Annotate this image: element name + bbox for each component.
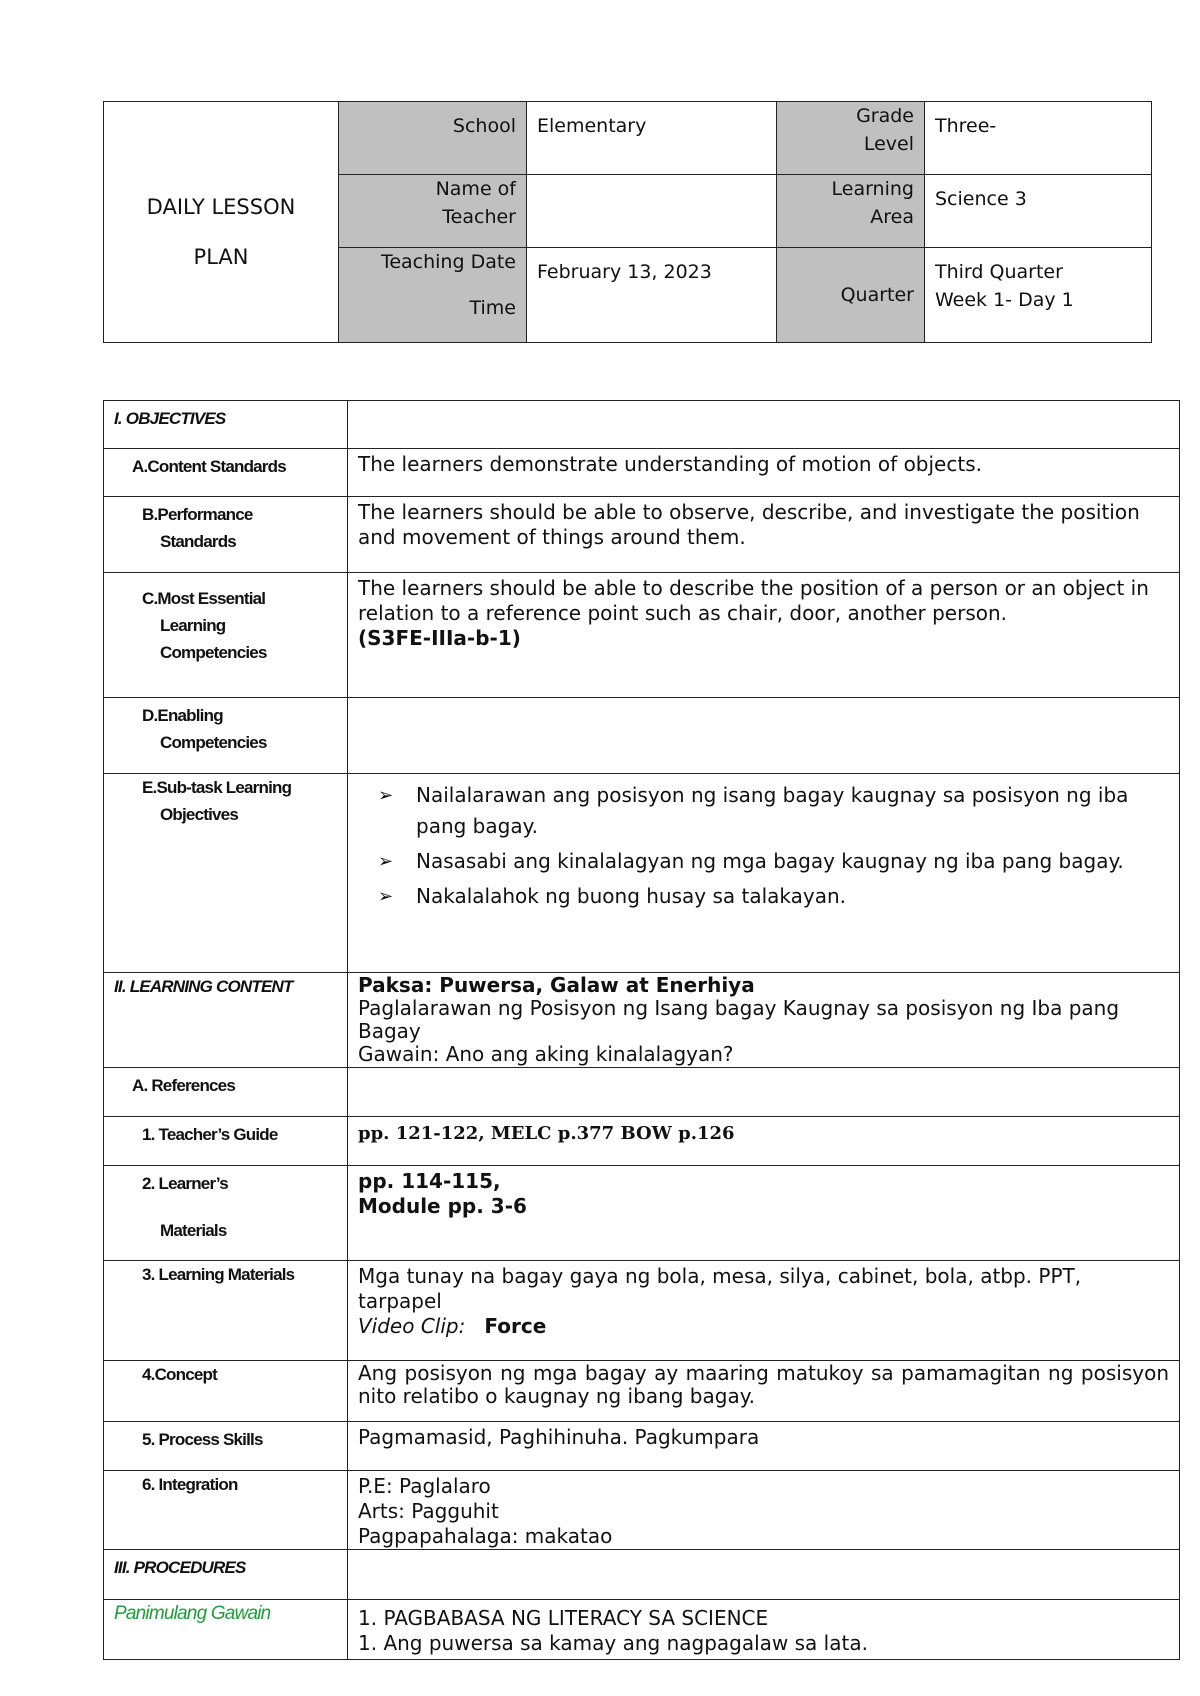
panimulang-line1: 1. PAGBABASA NG LITERACY SA SCIENCE	[358, 1606, 769, 1630]
enabling-label-line1: D.Enabling	[142, 706, 223, 725]
enabling-value	[348, 698, 1180, 774]
grade-level-value: Three-	[925, 102, 1152, 175]
learning-materials-label: 3. Learning Materials	[104, 1261, 348, 1361]
arrow-bullet-icon: ➢	[378, 886, 394, 907]
table-row	[104, 1600, 1180, 1660]
table-row	[104, 497, 1180, 573]
learning-content-line3: Gawain: Ano ang aking kinalalagyan?	[358, 1042, 734, 1066]
area-label-line2: Area	[870, 206, 914, 228]
quarter-value-line2: Week 1- Day 1	[935, 289, 1074, 311]
list-item	[378, 881, 1169, 912]
melc-label-line3: Competencies	[160, 643, 267, 662]
panimulang-label: Panimulang Gawain	[104, 1600, 348, 1660]
melc-value	[348, 573, 1180, 698]
teachers-guide-label: 1. Teacher’s Guide	[104, 1117, 348, 1166]
performance-standards-value: The learners should be able to observe, describe, and investigate the position and movement of things around them.	[348, 497, 1180, 573]
procedures-value	[348, 1550, 1180, 1600]
integration-line1: P.E: Paglalaro	[358, 1474, 491, 1498]
arrow-bullet-icon: ➢	[378, 785, 394, 806]
topic-text: Paksa: Puwersa, Galaw at Enerhiya	[358, 973, 755, 997]
table-row	[104, 1361, 1180, 1422]
list-item	[378, 780, 1169, 842]
subtask-list	[358, 774, 1169, 912]
learning-area-label	[777, 175, 925, 248]
concept-value: Ang posisyon ng mga bagay ay maaring matukoy sa pamamagitan ng posisyon nito relatibo o kaugnay ng ibang bagay.	[348, 1361, 1180, 1422]
panimulang-line2: 1. Ang puwersa sa kamay ang nagpagalaw sa lata.	[358, 1631, 868, 1655]
quarter-value-line1: Third Quarter	[935, 261, 1063, 283]
melc-code: (S3FE-IIIa-b-1)	[358, 626, 521, 650]
learners-label-line2: Materials	[160, 1221, 227, 1240]
learning-content-line2: Paglalarawan ng Posisyon ng Isang bagay Kaugnay sa posisyon ng Iba pang Bagay	[358, 996, 1120, 1043]
process-skills-value: Pagmamasid, Paghihinuha. Pagkumpara	[348, 1422, 1180, 1471]
procedures-label: III. PROCEDURES	[104, 1550, 348, 1600]
teacher-label	[339, 175, 527, 248]
learners-materials-label	[104, 1166, 348, 1261]
video-clip-line	[358, 1314, 1169, 1339]
subtask-label	[104, 774, 348, 973]
subtask-label-line1: E.Sub-task Learning	[142, 778, 292, 797]
video-clip-label: Video Clip:	[358, 1314, 466, 1338]
content-standards-label: A.Content Standards	[104, 449, 348, 497]
learners-materials-value	[348, 1166, 1180, 1261]
table-row	[104, 1422, 1180, 1471]
date-time-label	[339, 248, 527, 343]
references-value	[348, 1068, 1180, 1117]
content-standards-value: The learners demonstrate understanding of motion of objects.	[348, 449, 1180, 497]
integration-line2: Arts: Pagguhit	[358, 1499, 499, 1523]
plan-title	[104, 102, 339, 343]
integration-line3: Pagpapahalaga: makatao	[358, 1524, 613, 1548]
table-row	[104, 698, 1180, 774]
concept-label: 4.Concept	[104, 1361, 348, 1422]
table-row	[104, 573, 1180, 698]
references-label: A. References	[104, 1068, 348, 1117]
enabling-label-line2: Competencies	[160, 733, 267, 752]
arrow-bullet-icon: ➢	[378, 851, 394, 872]
plan-title-line2: PLAN	[193, 245, 249, 269]
learning-area-value: Science 3	[925, 175, 1152, 248]
learners-value-line2: Module pp. 3-6	[358, 1194, 527, 1218]
list-item	[378, 846, 1169, 877]
integration-label: 6. Integration	[104, 1471, 348, 1550]
plan-title-line1: DAILY LESSON	[146, 195, 296, 219]
learning-materials-text: Mga tunay na bagay gaya ng bola, mesa, silya, cabinet, bola, atbp. PPT, tarpapel	[358, 1264, 1082, 1313]
learning-materials-value	[348, 1261, 1180, 1361]
table-row	[104, 1068, 1180, 1117]
quarter-label: Quarter	[777, 248, 925, 343]
time-label: Time	[469, 297, 516, 319]
subtask-item-text: Nasasabi ang kinalalagyan ng mga bagay kaugnay ng iba pang bagay.	[416, 849, 1124, 873]
subtask-item-text: Nakalalahok ng buong husay sa talakayan.	[416, 884, 847, 908]
teacher-label-line1: Name of	[435, 178, 516, 200]
lesson-plan-table	[103, 400, 1180, 1660]
table-row	[104, 1261, 1180, 1361]
teaching-date-value: February 13, 2023	[527, 248, 777, 343]
subtask-label-line2: Objectives	[160, 805, 238, 824]
school-label: School	[339, 102, 527, 175]
melc-label	[104, 573, 348, 698]
learning-content-label: II. LEARNING CONTENT	[104, 973, 348, 1068]
performance-label-line1: B.Performance	[142, 505, 253, 524]
subtask-value	[348, 774, 1180, 973]
melc-text: The learners should be able to describe the position of a person or an object in relation to a reference point such as chair, door, another person.	[358, 576, 1149, 625]
table-row	[104, 1471, 1180, 1550]
objectives-value	[348, 401, 1180, 449]
integration-value	[348, 1471, 1180, 1550]
table-row	[104, 774, 1180, 973]
video-clip-value: Force	[484, 1314, 547, 1338]
teachers-guide-text: pp. 121-122, MELC p.377 BOW p.126	[358, 1123, 735, 1144]
enabling-label	[104, 698, 348, 774]
grade-label-line1: Grade	[856, 105, 914, 127]
panimulang-value	[348, 1600, 1180, 1660]
quarter-value	[925, 248, 1152, 343]
table-row	[104, 401, 1180, 449]
table-row	[104, 449, 1180, 497]
teachers-guide-value	[348, 1117, 1180, 1166]
grade-label-line2: Level	[863, 133, 914, 155]
grade-level-label	[777, 102, 925, 175]
area-label-line1: Learning	[831, 178, 914, 200]
performance-label-line2: Standards	[160, 532, 236, 551]
learners-label-line1: 2. Learner’s	[142, 1174, 228, 1193]
table-row	[104, 973, 1180, 1068]
learners-value-line1: pp. 114-115,	[358, 1169, 501, 1193]
teacher-label-line2: Teacher	[442, 206, 516, 228]
table-row	[104, 1550, 1180, 1600]
process-skills-label: 5. Process Skills	[104, 1422, 348, 1471]
performance-standards-label	[104, 497, 348, 573]
header-table	[103, 101, 1152, 343]
melc-label-line2: Learning	[160, 616, 226, 635]
table-row	[104, 1166, 1180, 1261]
school-value: Elementary	[527, 102, 777, 175]
melc-label-line1: C.Most Essential	[142, 589, 266, 608]
teaching-date-label: Teaching Date	[380, 251, 516, 273]
subtask-item-text: Nailalarawan ang posisyon ng isang bagay kaugnay sa posisyon ng iba pang bagay.	[416, 783, 1129, 838]
teacher-value	[527, 175, 777, 248]
learning-content-value	[348, 973, 1180, 1068]
table-row	[104, 1117, 1180, 1166]
objectives-label: I. OBJECTIVES	[104, 401, 348, 449]
